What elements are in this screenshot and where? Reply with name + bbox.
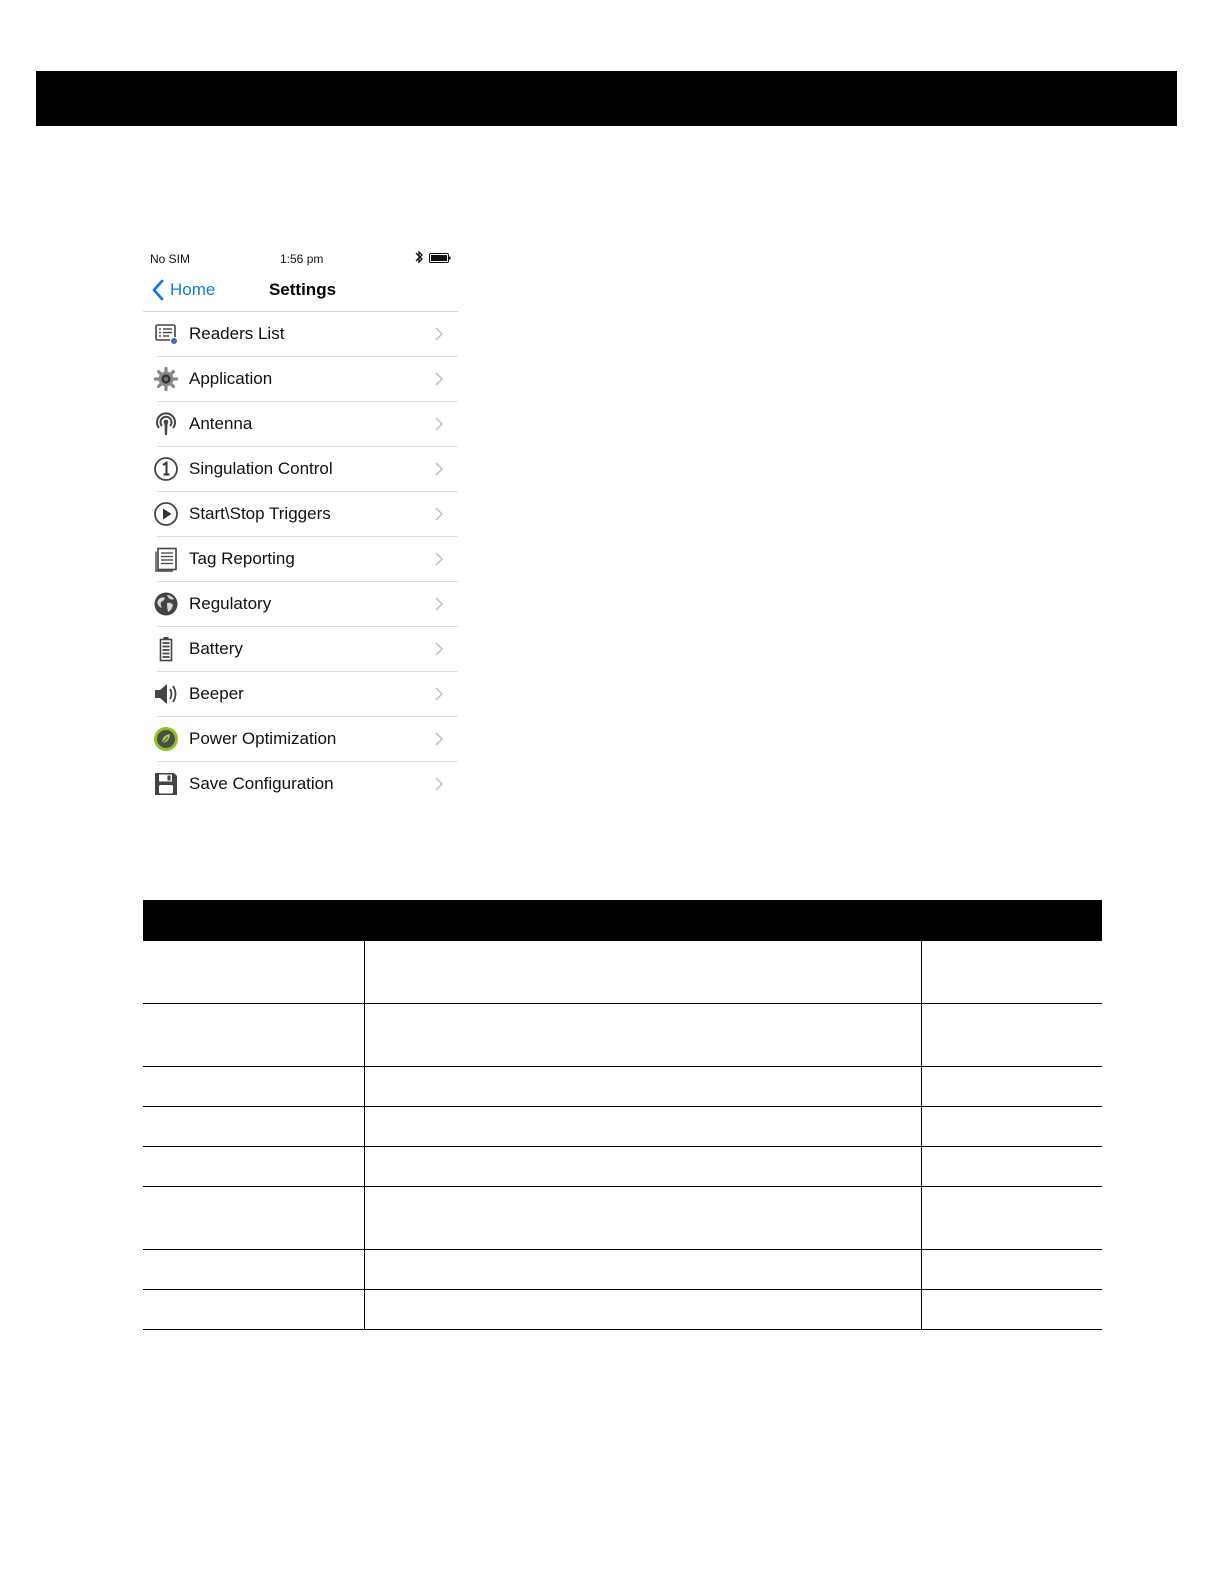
menu-item-label: Save Configuration (189, 774, 334, 793)
menu-item-label: Start\Stop Triggers (189, 504, 331, 523)
menu-item-battery[interactable] (157, 627, 458, 672)
gear-icon (153, 366, 179, 392)
document-list-icon (153, 546, 179, 572)
menu-item-label: Singulation Control (189, 459, 333, 478)
table-row (143, 1107, 1102, 1147)
table-row (143, 1004, 1102, 1067)
menu-item-label: Beeper (189, 684, 244, 703)
menu-item-label: Antenna (189, 414, 253, 433)
table-row (143, 941, 1102, 1004)
menu-item-label: Tag Reporting (189, 549, 295, 568)
status-time: 1:56 pm (280, 252, 324, 266)
page-title: Settings (268, 280, 337, 299)
speaker-icon (153, 681, 179, 707)
number-one-circle-icon (153, 456, 179, 482)
menu-item-beeper[interactable] (157, 672, 458, 717)
chevron-right-icon (435, 687, 443, 701)
chevron-right-icon (435, 462, 443, 476)
menu-item-readers-list[interactable] (157, 312, 458, 357)
settings-menu (143, 312, 458, 806)
menu-item-label: Battery (189, 639, 243, 658)
status-bar (143, 246, 458, 270)
menu-item-label: Regulatory (189, 594, 272, 613)
table-row (143, 1147, 1102, 1187)
menu-item-singulation-control[interactable] (157, 447, 458, 492)
battery-icon (153, 636, 179, 662)
table-row (143, 1290, 1102, 1330)
readers-list-icon (153, 321, 179, 347)
carrier-label: No SIM (150, 252, 191, 266)
chevron-right-icon (435, 417, 443, 431)
chevron-right-icon (435, 777, 443, 791)
chevron-right-icon (435, 372, 443, 386)
floppy-disk-icon (153, 771, 179, 797)
chevron-right-icon (435, 597, 443, 611)
settings-table (143, 900, 1102, 1330)
power-leaf-icon (153, 726, 179, 752)
menu-item-regulatory[interactable] (157, 582, 458, 627)
back-button-label: Home (170, 280, 216, 299)
globe-icon (153, 591, 179, 617)
table-header-row (143, 900, 1102, 941)
menu-item-antenna[interactable] (157, 402, 458, 447)
chevron-right-icon (435, 552, 443, 566)
menu-item-label: Power Optimization (189, 729, 337, 748)
phone-screenshot (143, 246, 458, 806)
menu-item-start-stop-triggers[interactable] (157, 492, 458, 537)
nav-bar (143, 270, 458, 312)
table-row (143, 1067, 1102, 1107)
table-row (143, 1187, 1102, 1250)
page-header-bar (36, 71, 1177, 126)
menu-item-save-configuration[interactable] (157, 762, 458, 806)
antenna-icon (153, 411, 179, 437)
menu-item-power-optimization[interactable] (157, 717, 458, 762)
menu-item-label: Application (189, 369, 273, 388)
table-row (143, 1250, 1102, 1290)
bluetooth-icon (413, 249, 425, 265)
chevron-right-icon (435, 327, 443, 341)
battery-status-icon (429, 253, 451, 263)
play-circle-icon (153, 501, 179, 527)
menu-item-tag-reporting[interactable] (157, 537, 458, 582)
menu-item-label: Readers List (189, 324, 285, 343)
chevron-right-icon (435, 507, 443, 521)
chevron-right-icon (435, 732, 443, 746)
menu-item-application[interactable] (157, 357, 458, 402)
chevron-right-icon (435, 642, 443, 656)
